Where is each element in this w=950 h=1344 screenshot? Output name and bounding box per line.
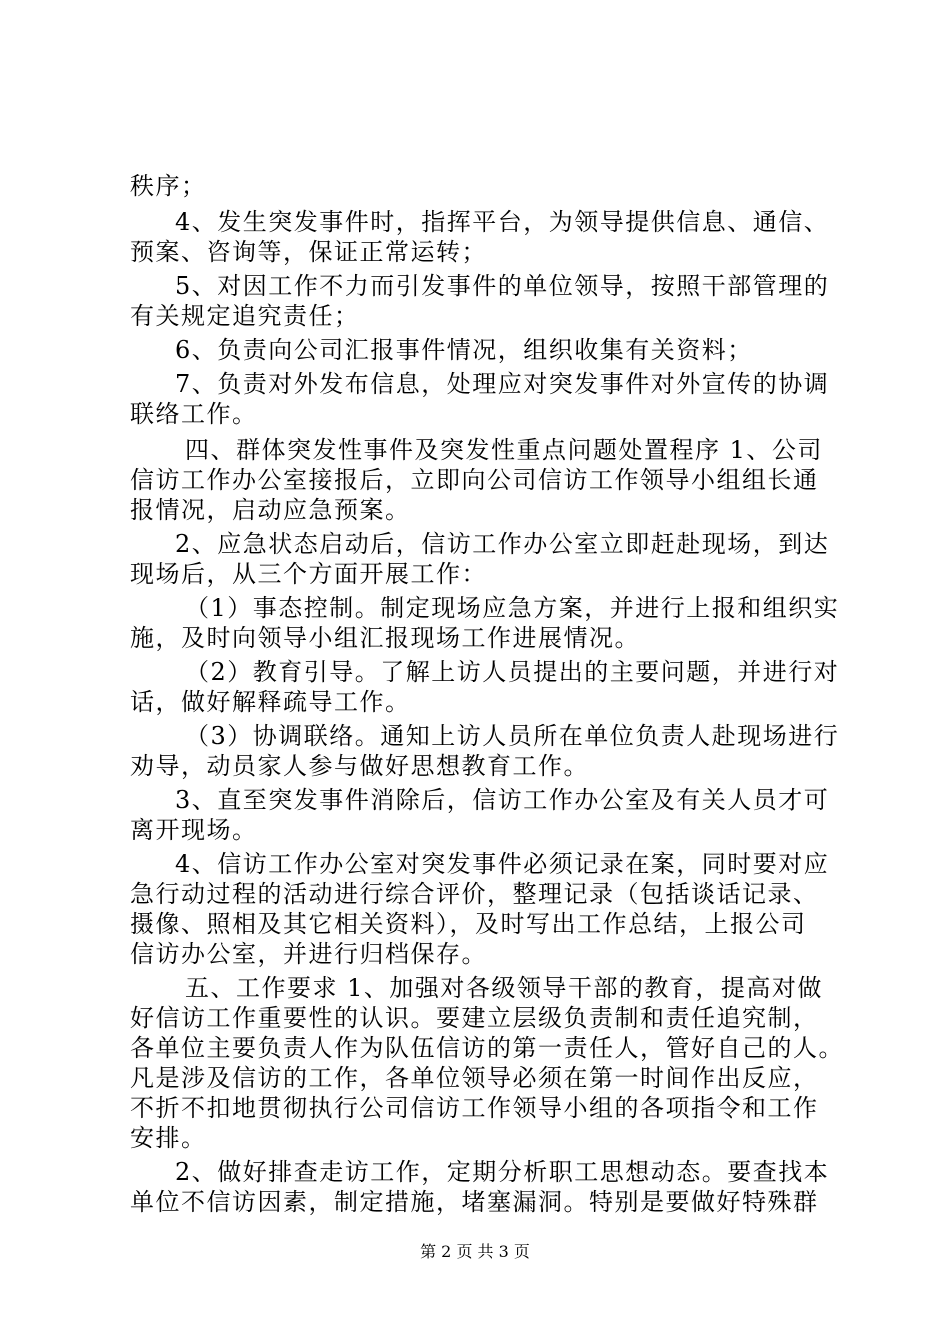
text-line: 有关规定追究责任； [130, 302, 360, 330]
text-line: 3、直至突发事件消除后，信访工作办公室及有关人员才可 [175, 786, 830, 814]
text-line: 信访办公室，并进行归档保存。 [130, 940, 487, 968]
text-line: （1）事态控制。制定现场应急方案，并进行上报和组织实 [185, 594, 840, 622]
text-line: 7、负责对外发布信息，处理应对突发事件对外宣传的协调 [175, 370, 830, 398]
text-line: 不折不扣地贯彻执行公司信访工作领导小组的各项指令和工作 [130, 1094, 819, 1122]
text-line: 四、群体突发性事件及突发性重点问题处置程序 1、公司 [185, 436, 823, 464]
text-line: 4、信访工作办公室对突发事件必须记录在案，同时要对应 [175, 850, 830, 878]
text-line: 五、工作要求 1、加强对各级领导干部的教育，提高对做 [185, 974, 823, 1002]
text-line: （2）教育引导。了解上访人员提出的主要问题，并进行对 [185, 658, 840, 686]
text-line: 急行动过程的活动进行综合评价，整理记录（包括谈话记录、 [130, 880, 819, 908]
text-line: 报情况，启动应急预案。 [130, 496, 411, 524]
text-line: 5、对因工作不力而引发事件的单位领导，按照干部管理的 [175, 272, 830, 300]
text-line: 4、发生突发事件时，指挥平台，为领导提供信息、通信、 [175, 208, 830, 236]
text-line: 各单位主要负责人作为队伍信访的第一责任人，管好自己的人。 [130, 1034, 844, 1062]
text-line: 好信访工作重要性的认识。要建立层级负责制和责任追究制， [130, 1004, 819, 1032]
text-line: 6、负责向公司汇报事件情况，组织收集有关资料； [175, 336, 753, 364]
text-line: 2、做好排查走访工作，定期分析职工思想动态。要查找本 [175, 1158, 830, 1186]
text-line: 2、应急状态启动后，信访工作办公室立即赶赴现场，到达 [175, 530, 830, 558]
text-line: 现场后，从三个方面开展工作： [130, 560, 487, 588]
page-number-footer: 第 2 页 共 3 页 [420, 1242, 530, 1261]
text-line: 联络工作。 [130, 400, 258, 428]
text-line: 摄像、照相及其它相关资料），及时写出工作总结，上报公司 [130, 910, 807, 938]
text-line: 信访工作办公室接报后，立即向公司信访工作领导小组组长通 [130, 466, 819, 494]
text-line: 凡是涉及信访的工作，各单位领导必须在第一时间作出反应， [130, 1064, 819, 1092]
text-line: 施，及时向领导小组汇报现场工作进展情况。 [130, 624, 640, 652]
text-line: 话，做好解释疏导工作。 [130, 688, 411, 716]
text-line: 预案、咨询等，保证正常运转； [130, 238, 487, 266]
text-line: 单位不信访因素，制定措施，堵塞漏洞。特别是要做好特殊群 [130, 1188, 819, 1216]
text-line: 秩序； [130, 172, 207, 200]
text-line: 劝导，动员家人参与做好思想教育工作。 [130, 752, 589, 780]
text-line: （3）协调联络。通知上访人员所在单位负责人赴现场进行 [185, 722, 840, 750]
text-line: 安排。 [130, 1124, 207, 1152]
text-line: 离开现场。 [130, 816, 258, 844]
